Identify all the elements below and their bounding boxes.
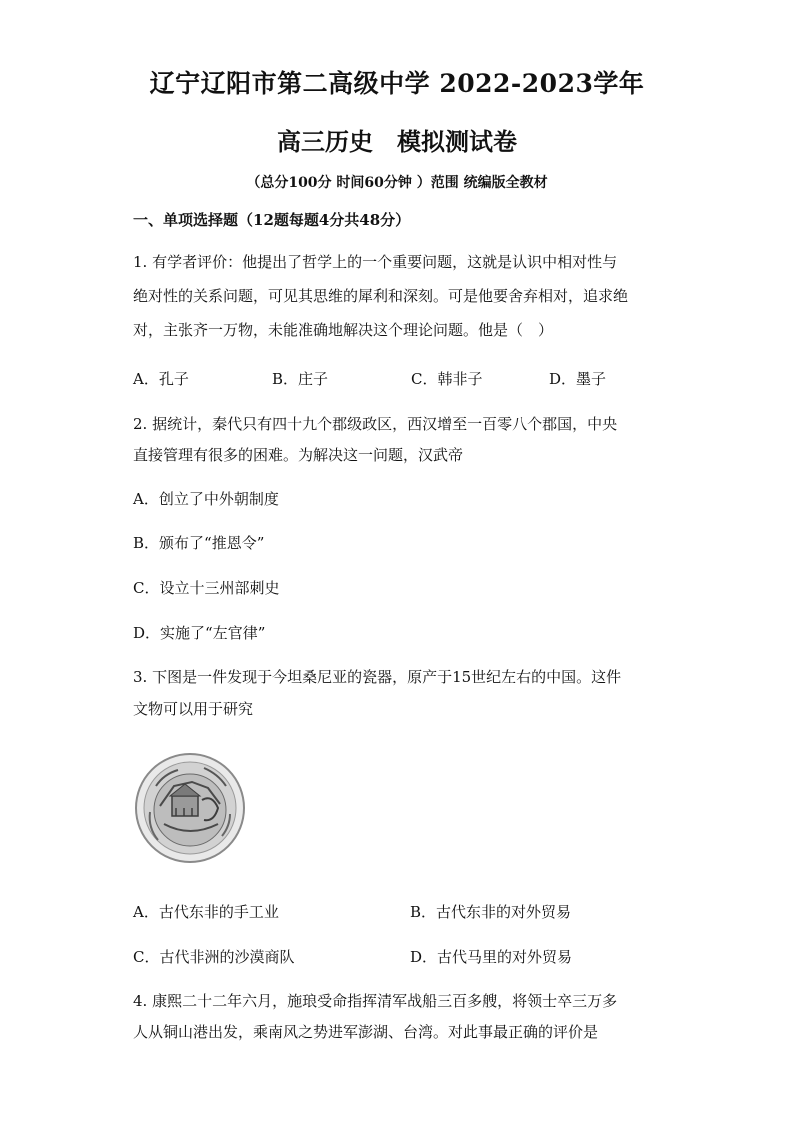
exam-subtitle-title: 高三历史 模拟测试卷: [277, 127, 517, 156]
question-2-option-a: A．创立了中外朝制度: [133, 490, 279, 508]
question-1-option-c: C．韩非子: [411, 370, 483, 388]
question-3-option-d: D．古代马里的对外贸易: [410, 948, 573, 966]
question-2-line-1: 2. 据统计，秦代只有四十九个郡级政区，西汉增至一百零八个郡国，中央: [133, 415, 618, 433]
question-3-line-1: 3. 下图是一件发现于今坦桑尼亚的瓷器，原产于15世纪左右的中国。这件: [133, 668, 622, 686]
question-3-option-a: A．古代东非的手工业: [133, 903, 279, 921]
question-1-line-1: 1. 有学者评价：他提出了哲学上的一个重要问题，这就是认识中相对性与: [133, 253, 618, 271]
question-2-option-c: C．设立十三州部刺史: [133, 579, 280, 597]
question-2-option-b: B．颁布了“推恩令”: [133, 534, 265, 552]
question-1-option-d: D．墨子: [549, 370, 607, 388]
section-heading: 一、单项选择题（12题每题4分共48分）: [133, 211, 411, 229]
exam-info: （总分100分 时间60分钟 ）范围 统编版全教材: [246, 175, 548, 191]
question-1-option-a: A．孔子: [133, 370, 189, 388]
question-1-line-2: 绝对性的关系问题，可见其思维的犀利和深刻。可是他要舍弃相对，追求绝: [133, 287, 629, 305]
question-3-option-b: B．古代东非的对外贸易: [410, 903, 572, 921]
question-4-line-2: 人从铜山港出发，乘南风之势进军澎湖、台湾。对此事最正确的评价是: [133, 1023, 599, 1041]
question-3-option-c: C．古代非洲的沙漠商队: [133, 948, 295, 966]
question-4-line-1: 4. 康熙二十二年六月，施琅受命指挥清军战船三百多艘，将领士卒三万多: [133, 992, 618, 1010]
question-2-line-2: 直接管理有很多的困难。为解决这一问题，汉武帝: [133, 446, 464, 464]
question-1-option-b: B．庄子: [272, 370, 329, 388]
exam-title: 辽宁辽阳市第二高级中学 2022-2023学年: [149, 69, 645, 98]
question-1-line-3: 对，主张齐一万物，未能准确地解决这个理论问题。他是（ ）: [133, 321, 554, 339]
question-3-line-2: 文物可以用于研究: [133, 700, 254, 718]
porcelain-plate-image: [134, 752, 246, 864]
question-2-option-d: D．实施了“左官律”: [133, 624, 266, 642]
